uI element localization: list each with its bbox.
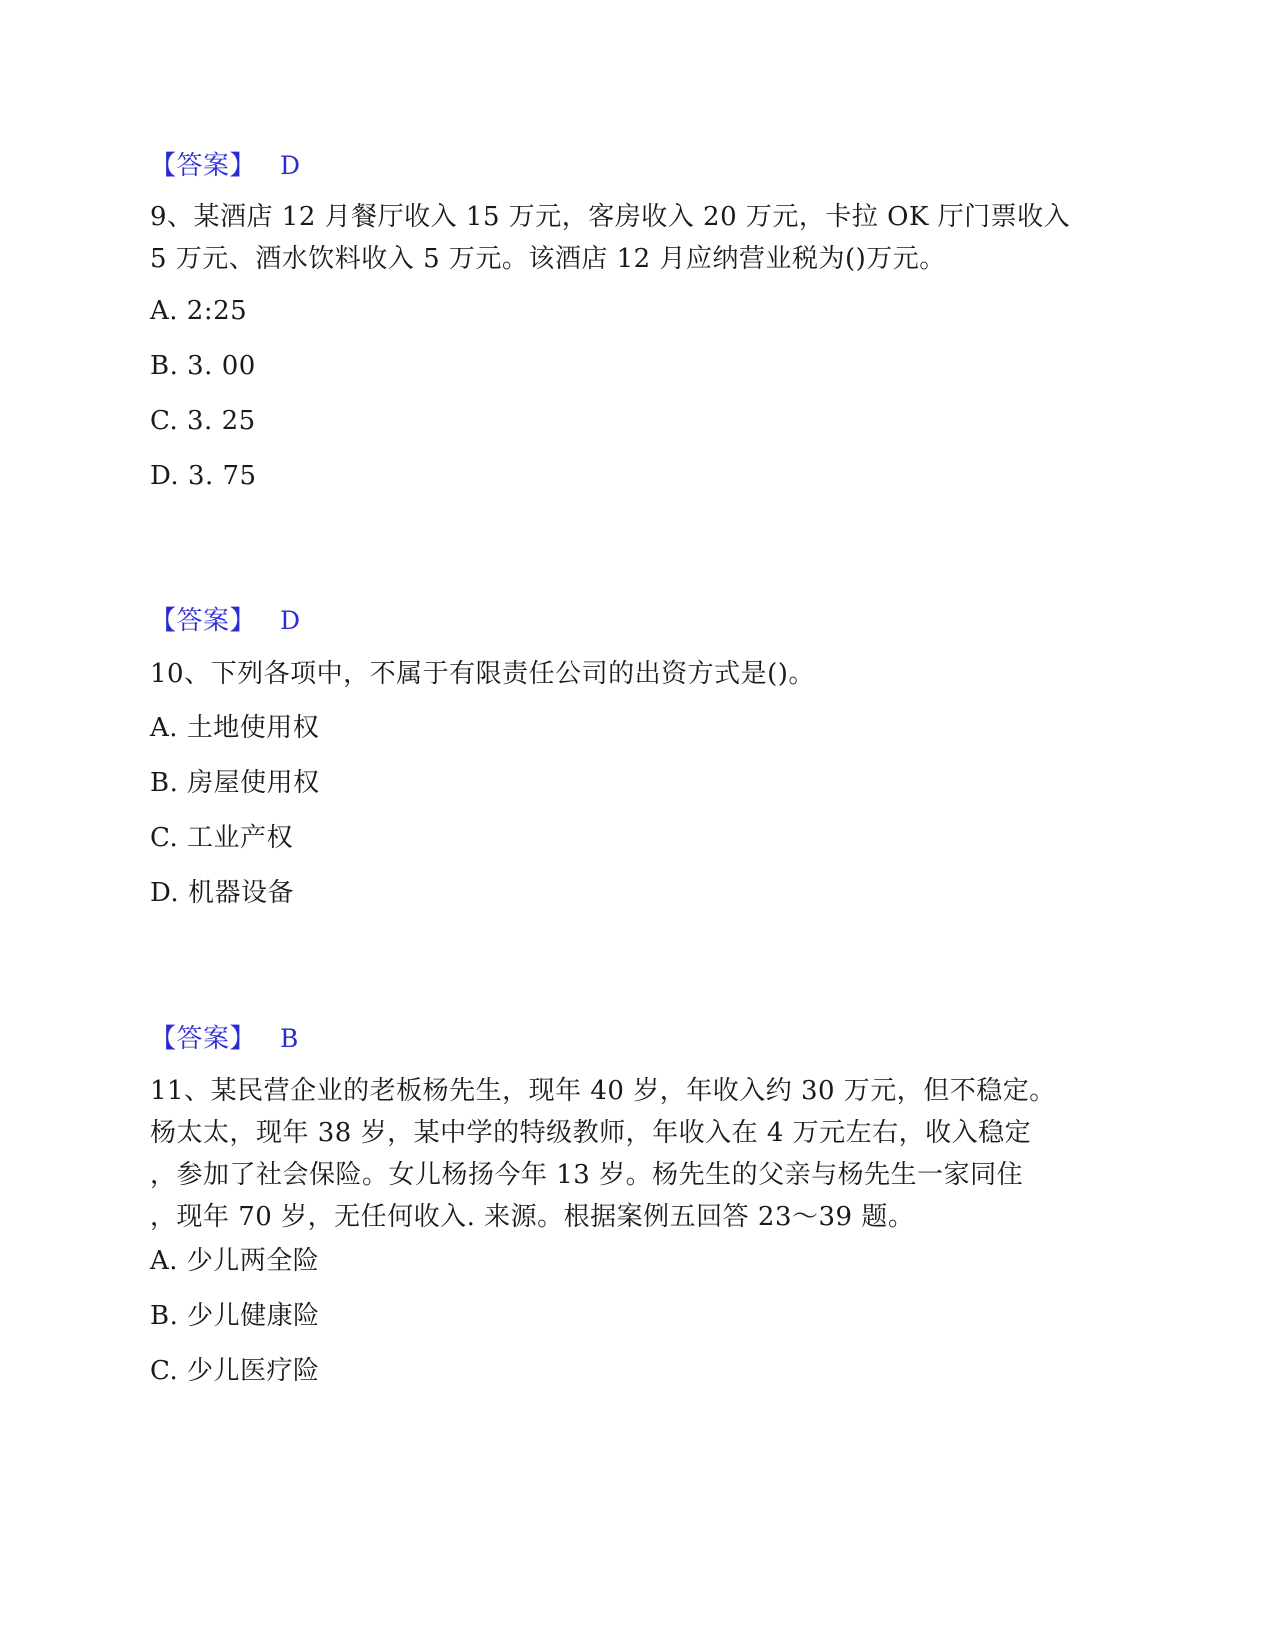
question-line: 10、下列各项中，不属于有限责任公司的出资方式是()。 <box>150 659 815 689</box>
option-a: A. 2:25 <box>150 296 248 326</box>
option-b: B. 少儿健康险 <box>150 1301 320 1331</box>
option-d: D. 3. 75 <box>150 461 257 491</box>
option-c: C. 工业产权 <box>150 823 293 853</box>
question-line: ，现年 70 岁，无任何收入. 来源。根据案例五回答 23～39 题。 <box>150 1202 915 1232</box>
answer-label: 【答案】 <box>150 1024 257 1054</box>
option-b: B. 房屋使用权 <box>150 768 320 798</box>
answer-label: 【答案】 <box>150 151 257 181</box>
option-b: B. 3. 00 <box>150 351 256 381</box>
question-line: ，参加了社会保险。女儿杨扬今年 13 岁。杨先生的父亲与杨先生一家同住 <box>150 1160 1024 1190</box>
question-10 <box>150 653 1110 695</box>
option-a: A. 少儿两全险 <box>150 1246 320 1276</box>
option-c: C. 3. 25 <box>150 406 256 436</box>
answer-line-3 <box>150 1018 1110 1055</box>
answer-line-1 <box>150 145 1110 182</box>
answer-line-2 <box>150 600 1110 637</box>
question-line: 5 万元、酒水饮料收入 5 万元。该酒店 12 月应纳营业税为()万元。 <box>150 244 946 274</box>
answer-value: D <box>280 151 301 180</box>
question-9 <box>150 196 1110 280</box>
question-line: 11、某民营企业的老板杨先生，现年 40 岁，年收入约 30 万元，但不稳定。 <box>150 1076 1056 1106</box>
question-line: 杨太太，现年 38 岁，某中学的特级教师，年收入在 4 万元左右，收入稳定 <box>150 1118 1032 1148</box>
answer-value: B <box>280 1024 299 1053</box>
option-d: D. 机器设备 <box>150 878 294 908</box>
option-c: C. 少儿医疗险 <box>150 1356 320 1386</box>
answer-value: D <box>280 606 301 635</box>
answer-label: 【答案】 <box>150 606 257 636</box>
question-11 <box>150 1070 1110 1238</box>
option-a: A. 土地使用权 <box>150 713 320 743</box>
question-line: 9、某酒店 12 月餐厅收入 15 万元，客房收入 20 万元，卡拉 OK 厅门票收入 <box>150 202 1071 232</box>
